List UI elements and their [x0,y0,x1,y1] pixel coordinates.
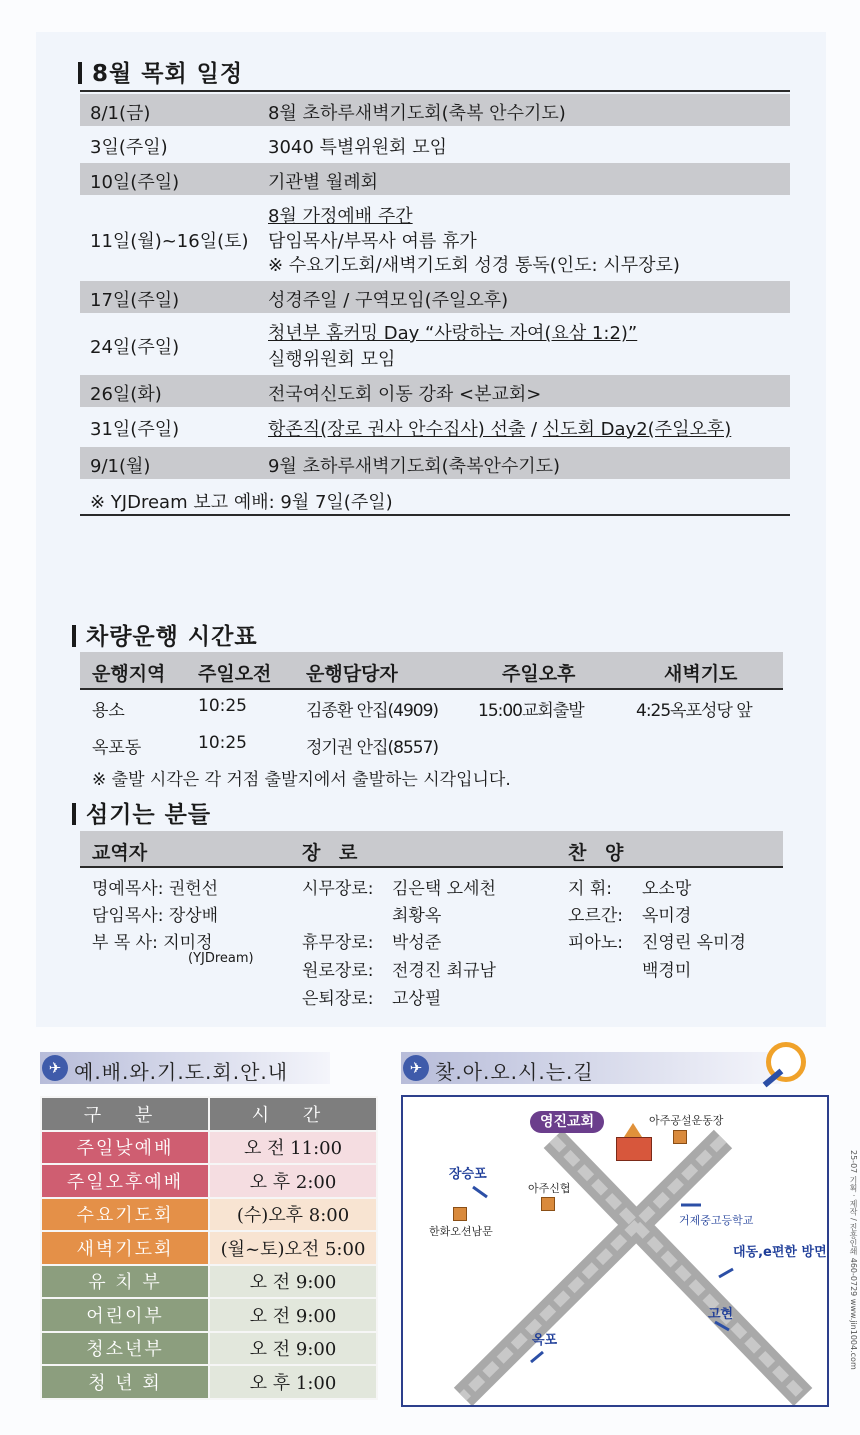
schedule-event: 실행위원회 모임 [268,349,396,370]
printer-credit: 25-07 기획 · 제작 / 진흥인쇄 460-0729 www.jin1004.com [849,1150,858,1370]
schedule-row [80,375,790,407]
worship-name: 새벽기도회 [41,1231,209,1265]
schedule-note-text: ※ YJDream 보고 예배: 9월 7일(주일) [90,492,393,513]
building-icon [673,1130,687,1144]
col-header: 구 분 [41,1097,209,1131]
event-separator: / [525,419,543,440]
role-label: 피아노: [568,933,623,953]
role-label: 지 휘: [568,879,612,899]
pastor-row [92,874,218,899]
schedule-row [80,94,790,126]
august-schedule-title [78,55,243,88]
vehicle-note: ※ 출발 시각은 각 거점 출발지에서 출발하는 시각입니다. [92,770,511,790]
worship-name: 청 년 회 [41,1365,209,1399]
dove-icon: ✈ [403,1055,429,1081]
schedule-row [80,163,790,195]
schedule-row [80,198,790,278]
schedule-event: 항존직(장로 권사 안수집사) 선출 [268,419,526,440]
divider [80,514,790,516]
worship-header-row [41,1097,377,1131]
role-label: 오르간: [568,906,623,926]
worship-row [41,1365,377,1399]
worship-name: 수요기도회 [41,1198,209,1232]
daedong-label: 대동,e편한 방면 [733,1245,827,1260]
person-name: 박성준 [392,933,442,953]
worship-time: (수)오후 8:00 [209,1198,377,1232]
church-icon [616,1137,652,1161]
worship-row [41,1231,377,1265]
pastor-row [92,901,218,926]
worship-row [41,1332,377,1366]
church-roof [624,1123,642,1137]
schedule-event: 기관별 월례회 [268,172,379,193]
servers-title-text: 섬기는 분들 [86,802,212,828]
role-label: 시무장로: [302,879,374,899]
schedule-row [80,128,790,160]
worship-row [41,1198,377,1232]
schedule-date: 10일(주일) [90,172,180,193]
vehicle-cell: 10:25 [198,696,247,716]
school-label: 거제중고등학교 [679,1214,754,1227]
schedule-event: 담임목사/부목사 여름 휴가 [268,231,477,252]
worship-time: 오 후 1:00 [209,1365,377,1399]
worship-time: (월~토)오전 5:00 [209,1231,377,1265]
building-icon [541,1197,555,1211]
role-label: 원로장로: [302,961,374,981]
schedule-date: 3일(주일) [90,137,168,158]
worship-time: 오 전 9:00 [209,1298,377,1332]
worship-row [41,1131,377,1165]
title-bar [78,62,82,84]
august-title-text: 8월 목회 일정 [92,61,244,87]
col-header: 찬 양 [568,842,630,864]
pastor-row [92,928,213,953]
schedule-event: 청년부 홈커밍 Day “사랑하는 자여(요삼 1:2)” [268,323,638,344]
worship-table [40,1096,378,1400]
arrow-icon [531,1352,543,1362]
role-label: 은퇴장로: [302,989,374,1009]
worship-time: 오 전 11:00 [209,1131,377,1165]
church-label: 영진교회 [530,1111,604,1133]
jangseungpo-label: 장승포 [449,1167,487,1182]
schedule-row [80,316,790,372]
schedule-date: 31일(주일) [90,419,180,440]
schedule-event: 9월 초하루새벽기도회(축복안수기도) [268,456,561,477]
col-header: 운행지역 [92,663,166,685]
arrow-icon [473,1187,487,1197]
pastor-note: (YJDream) [188,951,254,966]
servers-title [72,796,211,829]
map-title: 찾.아.오.시.는.길 [435,1060,594,1084]
person-name: 오소망 [642,879,692,899]
schedule-event: 전국여신도회 이동 강좌 <본교회> [268,384,542,405]
col-header: 교역자 [92,842,148,864]
worship-name: 어린이부 [41,1298,209,1332]
worship-name: 청소년부 [41,1332,209,1366]
worship-time: 오 전 9:00 [209,1265,377,1299]
map-banner [401,1052,781,1084]
schedule-note [80,483,790,515]
schedule-event: 8월 초하루새벽기도회(축복 안수기도) [268,103,566,124]
servers-header [80,831,783,868]
vehicle-cell: 15:00교회출발 [478,701,584,721]
col-header: 운행담당자 [306,663,398,685]
schedule-event: 3040 특별위원회 모임 [268,137,447,158]
schedule-date: 26일(화) [90,384,162,405]
directions-map [401,1095,829,1407]
role-label: 담임목사: [92,906,164,926]
worship-time: 오 전 9:00 [209,1332,377,1366]
vehicle-cell: 김종환 안집(4909) [306,701,439,721]
role-label: 부 목 사: [92,933,158,953]
vehicle-title [72,618,258,651]
worship-name: 주일낮예배 [41,1131,209,1165]
person-name: 전경진 최규남 [392,961,496,981]
dove-icon: ✈ [42,1055,68,1081]
person-name: 백경미 [642,961,692,981]
worship-row [41,1265,377,1299]
vehicle-cell: 4:25옥포성당 앞 [636,701,752,721]
schedule-date: 17일(주일) [90,290,180,311]
schedule-date: 9/1(월) [90,456,151,477]
person-name: 장상배 [168,906,219,926]
title-bar [72,625,76,647]
person-name: 최황옥 [392,906,442,926]
person-name: 옥미경 [642,906,692,926]
worship-title: 예.배.와.기.도.회.안.내 [74,1060,289,1084]
schedule-event: 8월 가정예배 주간 [268,206,413,227]
schedule-event: 신도회 Day2(주일오후) [542,419,732,440]
vehicle-cell: 10:25 [198,733,247,753]
ajushinhyeop-label: 아주신협 [528,1182,571,1195]
person-name: 고상필 [392,989,442,1009]
title-bar [72,803,76,825]
col-header: 새벽기도 [664,663,738,685]
person-name: 진영린 옥미경 [642,933,746,953]
vehicle-cell: 정기권 안집(8557) [306,738,439,758]
col-header: 주일오전 [198,663,272,685]
schedule-date: 11일(월)~16일(토) [90,231,249,252]
gohyeon-label: 고현 [708,1307,734,1322]
person-name: 김은택 오세천 [392,879,496,899]
person-name: 지미정 [163,933,213,953]
col-header: 시 간 [209,1097,377,1131]
building-icon [453,1207,467,1221]
worship-name: 주일오후예배 [41,1164,209,1198]
schedule-row [80,410,790,442]
worship-time: 오 후 2:00 [209,1164,377,1198]
divider [80,90,790,92]
vehicle-cell: 용소 [92,701,125,721]
hanwha-label: 한화오션남문 [429,1225,493,1238]
worship-banner [40,1052,330,1084]
col-header: 장 로 [302,842,364,864]
worship-row [41,1298,377,1332]
schedule-row [80,447,790,479]
worship-name: 유 치 부 [41,1265,209,1299]
person-name: 권헌선 [168,879,219,899]
schedule-date: 8/1(금) [90,103,151,124]
vehicle-cell: 옥포동 [92,738,142,758]
schedule-date: 24일(주일) [90,337,180,358]
stadium-label: 아주공설운동장 [649,1114,724,1127]
col-header: 주일오후 [502,663,576,685]
vehicle-title-text: 차량운행 시간표 [86,624,258,650]
schedule-event: 성경주일 / 구역모임(주일오후) [268,290,509,311]
schedule-row [80,281,790,313]
role-label: 명예목사: [92,879,164,899]
arrow-icon [719,1269,733,1277]
worship-row [41,1164,377,1198]
okpo-label: 옥포 [532,1333,558,1348]
schedule-event: ※ 수요기도회/새벽기도회 성경 통독(인도: 시무장로) [268,255,680,276]
vehicle-header [80,652,783,690]
role-label: 휴무장로: [302,933,374,953]
